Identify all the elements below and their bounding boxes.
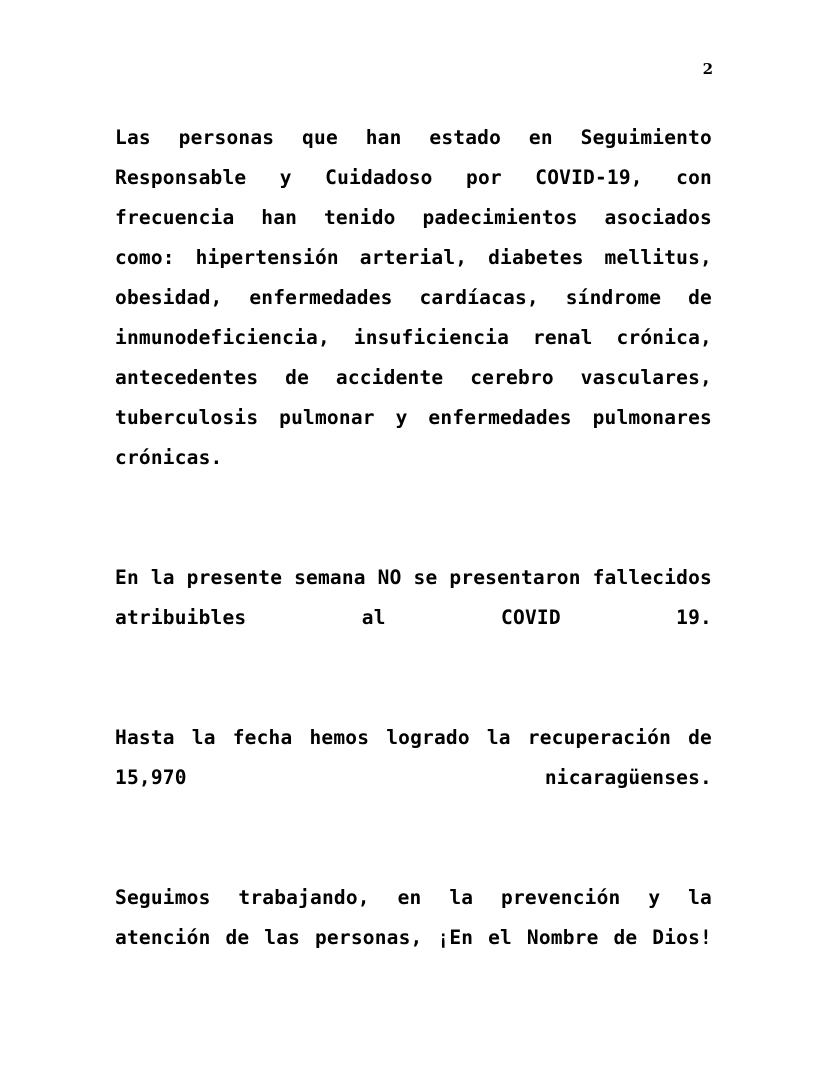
paragraph: Seguimos trabajando, en la prevención y la atención de las personas, ¡En el Nombre de Dios! <box>115 886 712 949</box>
page-number: 2 <box>702 60 713 78</box>
paragraph: Las personas que han estado en Seguimiento Responsable y Cuidadoso por COVID-19, con frecuencia han tenido padecimientos asociados como: hipertensión arterial, diabetes mellitus, obesidad, enfermedades cardíacas, síndrome de inmunodeficiencia, insuficiencia renal crónica, antecedentes de accidente cerebro vasculares, tuberculosis pulmonar y enfermedades pulmonares crónicas. <box>115 126 712 469</box>
paragraph: Hasta la fecha hemos logrado la recuperación de 15,970 nicaragüenses. <box>115 726 712 789</box>
document-body <box>115 118 712 998</box>
paragraph: En la presente semana NO se presentaron fallecidos atribuibles al COVID 19. <box>115 566 712 629</box>
